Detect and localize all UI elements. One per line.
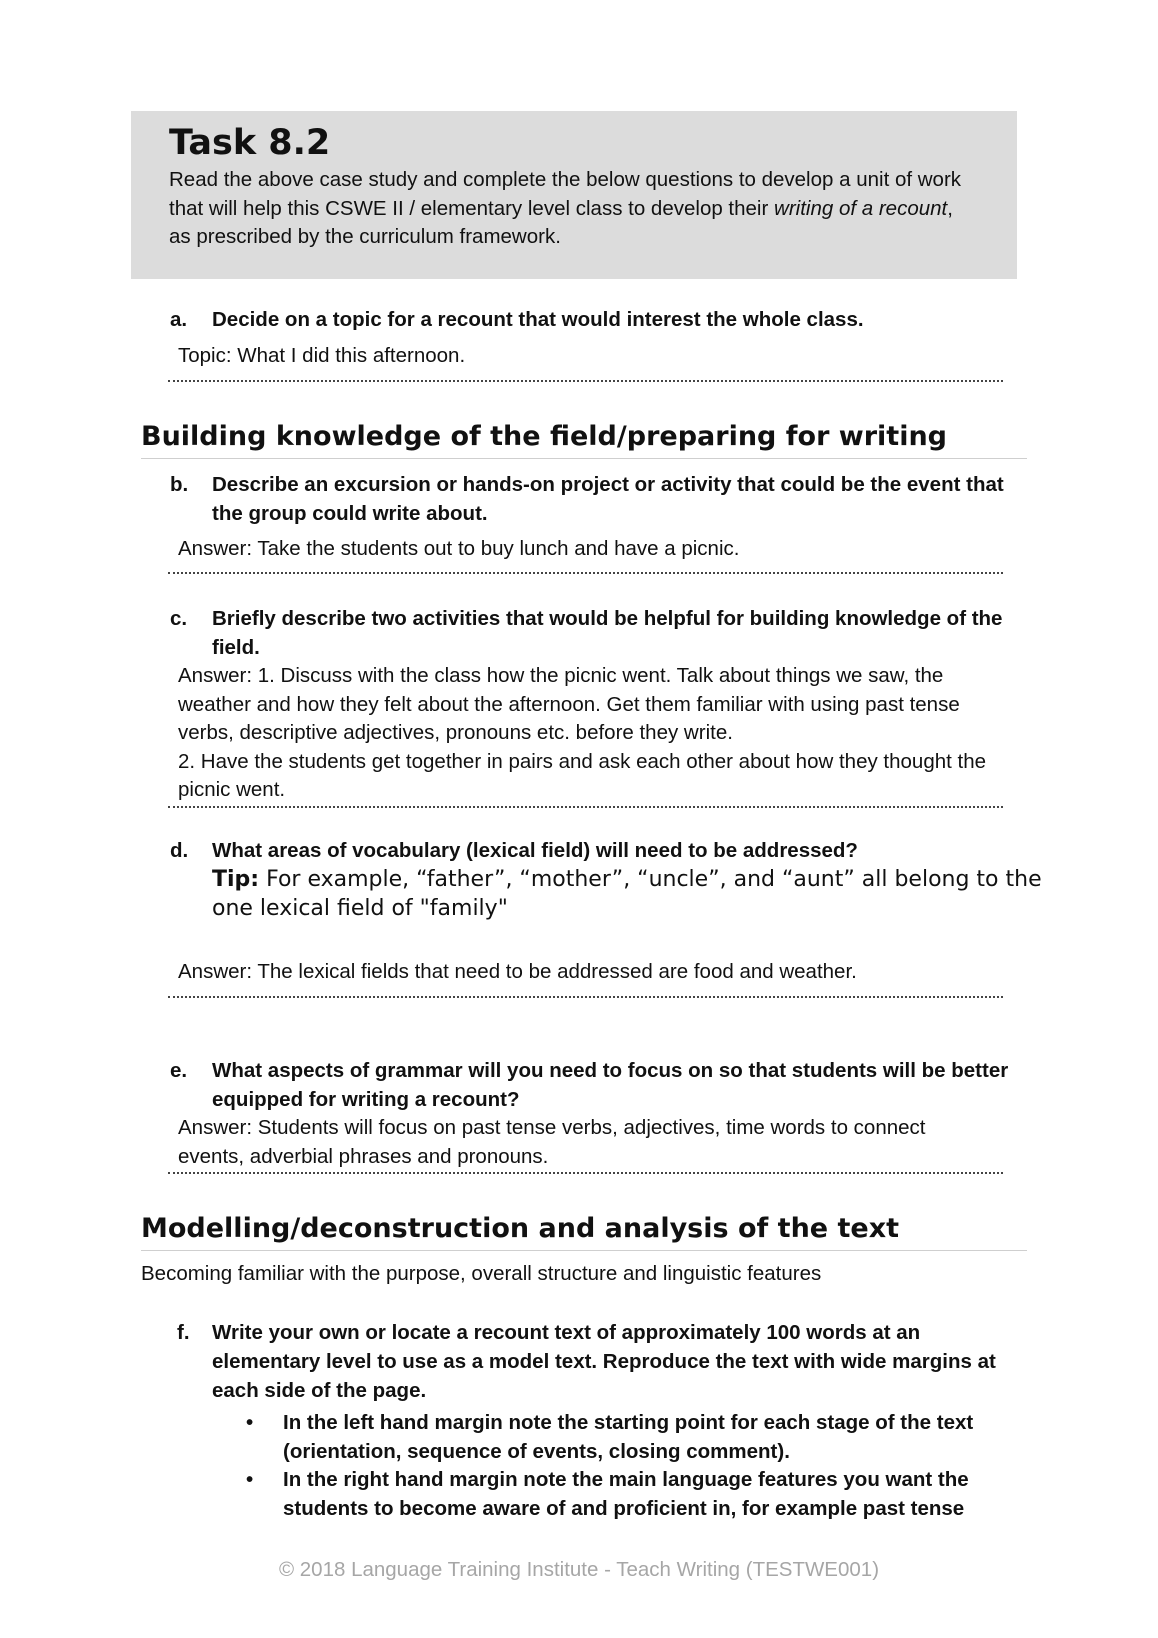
bullet-dot-icon: • bbox=[246, 1468, 254, 1491]
answer-a: Topic: What I did this afternoon. bbox=[178, 344, 466, 367]
answer-e: Answer: Students will focus on past tense verbs, adjectives, time words to connect events, adverbial phrases and pronouns. bbox=[178, 1116, 926, 1168]
question-text: What aspects of grammar will you need to focus on so that students will be better equipped for writing a recount? bbox=[212, 1059, 1009, 1111]
answer-line bbox=[168, 996, 1003, 998]
question-letter: f. bbox=[177, 1321, 190, 1344]
question-text: What areas of vocabulary (lexical field) will need to be addressed? bbox=[212, 839, 858, 862]
answer-c-part1: Answer: 1. Discuss with the class how the picnic went. Talk about things we saw, the weather and how they felt about the afternoon. Get them familiar with using past tense verbs, descriptive adjectives, pronouns etc. before they write. bbox=[178, 664, 960, 744]
question-letter: e. bbox=[170, 1059, 188, 1082]
task-intro-text-end: , as prescribed by the curriculum framework. bbox=[169, 196, 953, 248]
question-f bbox=[177, 1318, 1037, 1408]
page-footer: © 2018 Language Training Institute - Teach Writing (TESTWE001) bbox=[278, 1558, 880, 1581]
answer-line bbox=[168, 572, 1003, 574]
task-intro-italic: writing of a recount bbox=[774, 196, 948, 220]
question-b bbox=[170, 470, 1030, 530]
task-title: Task 8.2 bbox=[169, 123, 331, 163]
question-letter: a. bbox=[170, 308, 188, 331]
task-intro bbox=[169, 166, 979, 252]
question-c bbox=[170, 604, 1030, 664]
tip-note bbox=[212, 865, 1042, 923]
answer-c bbox=[178, 662, 988, 805]
bullet-list bbox=[212, 1409, 1012, 1523]
section-heading-building: Building knowledge of the field/preparing for writing bbox=[141, 420, 1027, 459]
question-letter: d. bbox=[170, 839, 189, 862]
question-text: Decide on a topic for a recount that would interest the whole class. bbox=[212, 308, 864, 331]
question-text: Briefly describe two activities that would be helpful for building knowledge of the field. bbox=[212, 607, 1003, 659]
list-item bbox=[212, 1409, 1012, 1466]
question-d bbox=[170, 836, 1030, 866]
question-e bbox=[170, 1056, 1030, 1116]
task-box bbox=[131, 111, 1017, 279]
question-text: Describe an excursion or hands-on project or activity that could be the event that the group could write about. bbox=[212, 473, 1004, 525]
section-subtitle: Becoming familiar with the purpose, overall structure and linguistic features bbox=[141, 1262, 822, 1285]
question-a bbox=[170, 305, 1030, 335]
answer-b: Answer: Take the students out to buy lunch and have a picnic. bbox=[178, 537, 740, 560]
question-text: Write your own or locate a recount text of approximately 100 words at an elementary level to use as a model text. Reproduce the text with wide margins at each side of the page. bbox=[212, 1321, 996, 1402]
tip-label: Tip: bbox=[212, 867, 260, 892]
answer-c-part2: 2. Have the students get together in pairs and ask each other about how they thought the picnic went. bbox=[178, 749, 987, 801]
section-heading-modelling: Modelling/deconstruction and analysis of the text bbox=[141, 1212, 1027, 1251]
list-item-text: In the left hand margin note the starting point for each stage of the text (orientation, sequence of events, closing comment). bbox=[283, 1411, 974, 1463]
task-intro-text: Read the above case study and complete the below questions to develop a unit of work that will help this CSWE II / elementary level class to develop their bbox=[169, 168, 962, 220]
answer-line bbox=[168, 380, 1003, 382]
answer-line bbox=[168, 1172, 1003, 1174]
answer-line bbox=[168, 806, 1003, 808]
question-letter: b. bbox=[170, 473, 189, 496]
bullet-dot-icon: • bbox=[246, 1411, 254, 1434]
list-item-text: In the right hand margin note the main language features you want the students to become aware of and proficient in, for example past tense bbox=[283, 1468, 969, 1520]
list-item bbox=[212, 1466, 1012, 1523]
answer-d: Answer: The lexical fields that need to be addressed are food and weather. bbox=[178, 960, 857, 983]
question-letter: c. bbox=[170, 607, 188, 630]
tip-text: For example, “father”, “mother”, “uncle”, and “aunt” all belong to the one lexical field of "family" bbox=[212, 867, 1042, 921]
